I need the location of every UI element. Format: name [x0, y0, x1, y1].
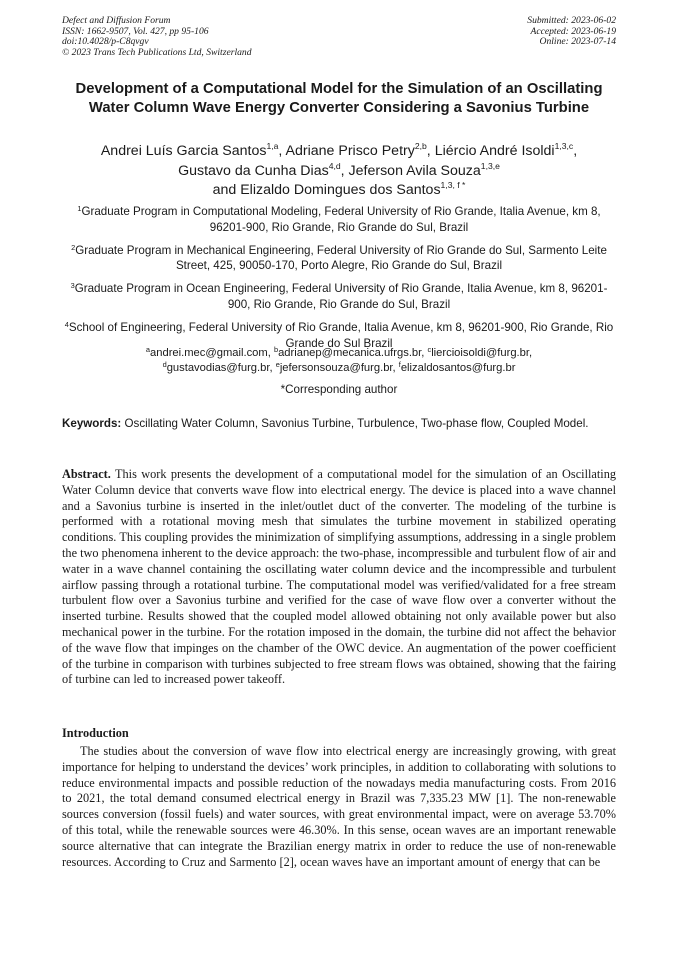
email-link[interactable]: jefersonsouza@furg.br — [279, 362, 393, 374]
email-link[interactable]: liercioisoldi@furg.br — [431, 347, 529, 359]
author-name: Liércio André Isoldi — [434, 143, 555, 159]
keywords-section — [62, 416, 616, 431]
affiliation-number: 4 — [64, 320, 69, 330]
journal-name: Defect and Diffusion Forum — [62, 15, 171, 26]
journal-header — [62, 16, 252, 58]
author-affiliation-marker: 1,3,e — [480, 160, 500, 171]
corresponding-author-note: *Corresponding author — [280, 383, 398, 396]
email-marker: e — [275, 360, 280, 369]
journal-copyright: © 2023 Trans Tech Publications Ltd, Switzerland — [62, 46, 252, 58]
affiliation-text: Graduate Program in Computational Modeling, Federal University of Rio Grande, Italia Avenue, km 8, 96201-900, Rio Grande, Rio Grande do Sul, Brazil — [81, 205, 601, 234]
author-name: Andrei Luís Garcia Santos — [100, 143, 267, 159]
affiliation-number: 2 — [71, 242, 76, 252]
affiliation — [62, 281, 616, 312]
email-marker: c — [427, 345, 432, 354]
author-affiliation-marker: 1,a — [266, 141, 279, 151]
affiliation-text: Graduate Program in Mechanical Engineering, Federal University of Rio Grande do Sul, Sarmento Leite Street, 425, 90050-170, Porto Alegre, Rio Grande do Sul, Brazil — [75, 243, 607, 273]
email-marker: f — [398, 360, 401, 369]
keywords-label: Keywords: — [62, 417, 122, 430]
separator: , — [573, 143, 578, 159]
email-marker: b — [273, 345, 279, 354]
affiliation — [62, 204, 616, 235]
affiliation-text: School of Engineering, Federal University of Rio Grande, Italia Avenue, km 8, 96201-900, Rio Grande, Rio Grande do Sul Brazil — [68, 321, 614, 350]
separator: , — [267, 347, 274, 359]
email-link[interactable]: gustavodias@furg.br — [166, 362, 270, 374]
introduction-heading: Introduction — [62, 726, 129, 740]
author-affiliation-marker: 1,3,c — [554, 141, 574, 151]
affiliation-number: 3 — [70, 281, 75, 291]
dates-header — [527, 16, 616, 48]
author-affiliation-marker: 2,b — [414, 141, 427, 151]
affiliation-list — [62, 204, 616, 359]
email-marker: a — [145, 345, 151, 354]
separator: , — [392, 362, 399, 374]
email-marker: d — [162, 360, 167, 369]
paper-title: Development of a Computational Model for the Simulation of an Oscillating Water Column Wave Energy Converter Considering a Savonius Turbine — [75, 81, 603, 116]
journal-issn: ISSN: 1662-9507, Vol. 427, pp 95-106 — [62, 25, 209, 37]
email-link[interactable]: andrei.mec@gmail.com — [150, 347, 268, 359]
separator: , — [528, 347, 533, 359]
abstract-label: Abstract. — [62, 467, 111, 481]
introduction-paragraph: The studies about the conversion of wave flow into electrical energy are increasingly growing, with great importance for helping to understand the devices’ work principles, in addition to collaborating with solutions to reduce environmental impacts and possible reduction of the nowadays media manufacturing costs. From 2016 to 2021, the total demand consumed electrical energy in Brazil was 7,335.23 MW [1]. The non-renewable sources conversion (fossil fuels) and water sources, with great environmental impact, were on average 53.70% of this total, while the renewable sources were 46.30%. In this sense, ocean waves are an important renewable source alternative that can integrate the Brazilian energy matrix in order to reduce the use of non-renewable resources. According to Cruz and Sarmento [2], ocean waves have an important amount of energy that can be — [62, 744, 616, 869]
keywords-text: Oscillating Water Column, Savonius Turbine, Turbulence, Two-phase flow, Coupled Model. — [121, 417, 589, 430]
separator: , — [421, 347, 428, 359]
affiliation — [62, 243, 616, 274]
accepted-date: Accepted: 2023-06-19 — [530, 25, 616, 37]
separator: , — [269, 362, 276, 374]
separator: , — [278, 143, 286, 159]
email-link[interactable]: adrianep@mecanica.ufrgs.br — [278, 347, 422, 359]
abstract-section — [62, 467, 616, 688]
author-affiliation-marker: 1,3, f * — [440, 180, 466, 190]
affiliation-text: Graduate Program in Ocean Engineering, Federal University of Rio Grande, Italia Avenue, km 8, 96201-900, Rio Grande, Rio Grande do Sul, Brazil — [74, 282, 608, 311]
author-list — [40, 142, 638, 201]
online-date: Online: 2023-07-14 — [539, 36, 616, 48]
author-name: Jeferson Avila Souza — [348, 162, 481, 179]
author-name: Gustavo da Cunha Dias — [178, 162, 329, 179]
abstract-text: This work presents the development of a computational model for the simulation of an Oscillating Water Column device that converts wave flow into electrical energy. The device is placed into a wave channel and a Savonius turbine is inserted in the inlet/outlet duct of the converter. The modeling of the turbine is performed with a rotational moving mesh that simulates the turbine movement in stabilized operating conditions. This coupling provides the minimization of simplifying assumptions, addressing in a single problem the two phenomena inherent to the device approach: the two-phase, incompressible and turbulent flow of air and water in a wave channel containing the oscillating water column device and the incompressible and turbulent airflow passing through a rotational turbine. The computational model was verified/validated for a free stream turbulent flow over a Savonius turbine and verified for the case of wave flow over a converter without the inserted turbine. Results showed that the coupled model allowed obtaining not only available power but also mechanical power in the turbine. For the rotation imposed in the domain, the turbine did not affect the behavior of the wave flow that impinges on the chamber of the OWC device. An augmentation of the power coefficient of the turbine in comparison with turbines subjected to free stream flows was obtained, showing that the fairing of turbine can led to increased power takeoff. — [62, 467, 616, 687]
author-name: and Elizaldo Domingues dos Santos — [212, 182, 441, 198]
email-link[interactable]: elizaldosantos@furg.br — [400, 362, 516, 374]
separator: , — [340, 162, 349, 179]
separator: , — [426, 143, 435, 159]
email-list — [62, 346, 616, 376]
affiliation-number: 1 — [77, 204, 82, 213]
journal-doi[interactable]: doi:10.4028/p-C8qvgv — [62, 36, 149, 48]
submitted-date: Submitted: 2023-06-02 — [527, 15, 616, 26]
author-name: Adriane Prisco Petry — [285, 143, 415, 159]
author-affiliation-marker: 4,d — [328, 160, 341, 171]
